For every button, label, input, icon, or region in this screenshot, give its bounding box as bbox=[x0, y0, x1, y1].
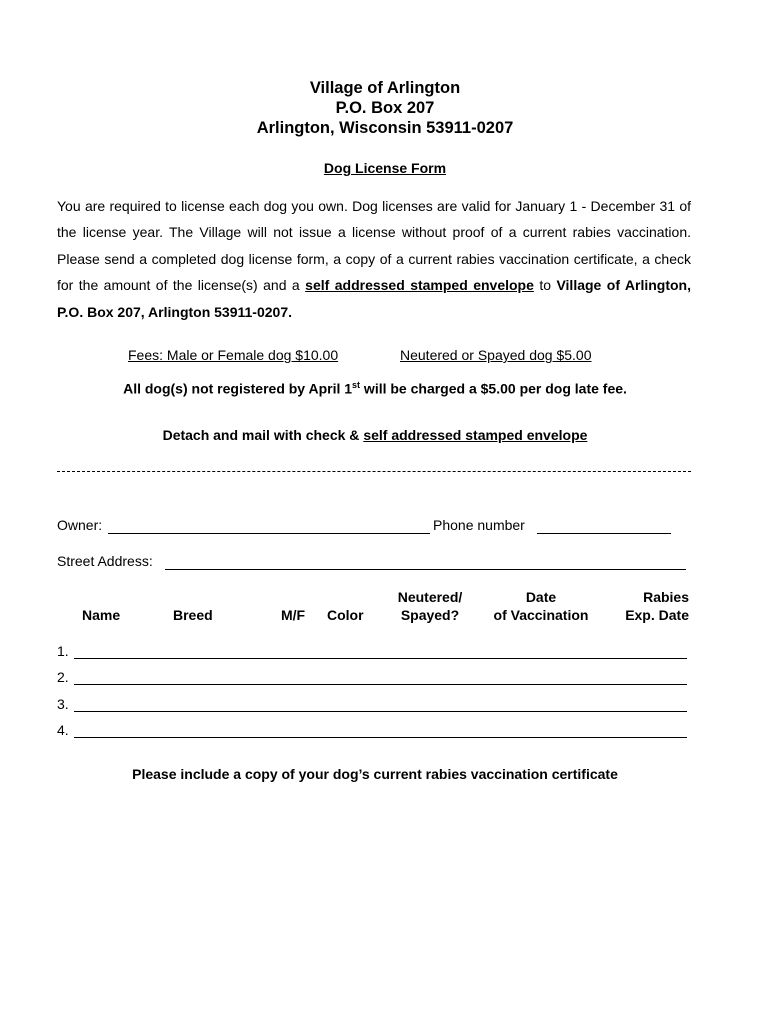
late-fee-text: All dog(s) not registered by April 1 bbox=[123, 380, 353, 397]
dog-row-3-field[interactable] bbox=[74, 711, 687, 712]
late-fee-notice bbox=[0, 380, 750, 397]
intro-to: to bbox=[533, 277, 557, 294]
col-name: Name bbox=[82, 607, 121, 623]
col-color: Color bbox=[327, 607, 364, 623]
phone-label: Phone number bbox=[433, 517, 525, 533]
dog-row-2-field[interactable] bbox=[74, 684, 687, 685]
fee-neutered: Neutered or Spayed dog $5.00 bbox=[400, 347, 592, 363]
footer-note: Please include a copy of your dog’s current rabies vaccination certificate bbox=[132, 766, 618, 782]
row-number-1: 1. bbox=[57, 643, 69, 659]
col-date-line1: Date bbox=[525, 589, 557, 605]
detach-envelope: self addressed stamped envelope bbox=[363, 427, 588, 443]
dog-row-1-field[interactable] bbox=[74, 658, 687, 659]
late-fee-superscript: st bbox=[352, 380, 361, 390]
header bbox=[0, 78, 770, 138]
late-fee-text-end: will be charged a $5.00 per dog late fee. bbox=[360, 380, 627, 397]
po-box: P.O. Box 207 bbox=[335, 99, 435, 117]
row-number-2: 2. bbox=[57, 669, 69, 685]
col-rabies-line1: Rabies bbox=[643, 589, 689, 605]
col-breed: Breed bbox=[173, 607, 213, 623]
col-vaccination-date bbox=[487, 588, 595, 624]
col-neutered-line2: Spayed? bbox=[400, 607, 460, 623]
cut-line bbox=[57, 471, 691, 472]
village-name: Village of Arlington bbox=[309, 79, 461, 97]
col-neutered bbox=[393, 588, 467, 624]
dog-row-4-field[interactable] bbox=[74, 737, 687, 738]
owner-label: Owner: bbox=[57, 517, 103, 533]
owner-field[interactable] bbox=[108, 533, 430, 534]
envelope-emphasis: self addressed stamped envelope bbox=[305, 277, 534, 294]
detach-instruction bbox=[0, 427, 750, 443]
fee-male-female: Fees: Male or Female dog $10.00 bbox=[128, 347, 339, 363]
phone-field[interactable] bbox=[537, 533, 671, 534]
intro-paragraph bbox=[57, 193, 691, 325]
col-rabies-exp bbox=[613, 588, 689, 624]
city-state-zip: Arlington, Wisconsin 53911-0207 bbox=[256, 119, 514, 137]
col-date-line2: of Vaccination bbox=[493, 607, 589, 623]
form-title: Dog License Form bbox=[323, 160, 447, 176]
row-number-3: 3. bbox=[57, 696, 69, 712]
street-field[interactable] bbox=[165, 569, 686, 570]
detach-text: Detach and mail with check & bbox=[162, 427, 364, 443]
col-mf: M/F bbox=[281, 607, 306, 623]
col-neutered-line1: Neutered/ bbox=[397, 589, 463, 605]
col-rabies-line2: Exp. Date bbox=[625, 607, 689, 623]
mail-address: Village of Arlington, P.O. Box 207, Arlington 53911-0207. bbox=[57, 277, 691, 320]
street-label: Street Address: bbox=[57, 553, 153, 569]
intro-text: You are required to license each dog you own. Dog licenses are valid for January 1 - December 31 of the license year. The Village will not issue a license without proof of a current rabies vaccination. Please send a completed dog license form, a copy of a current rabies vaccination certificate, a check for the amount of the license(s) and a bbox=[57, 198, 691, 294]
row-number-4: 4. bbox=[57, 722, 69, 738]
